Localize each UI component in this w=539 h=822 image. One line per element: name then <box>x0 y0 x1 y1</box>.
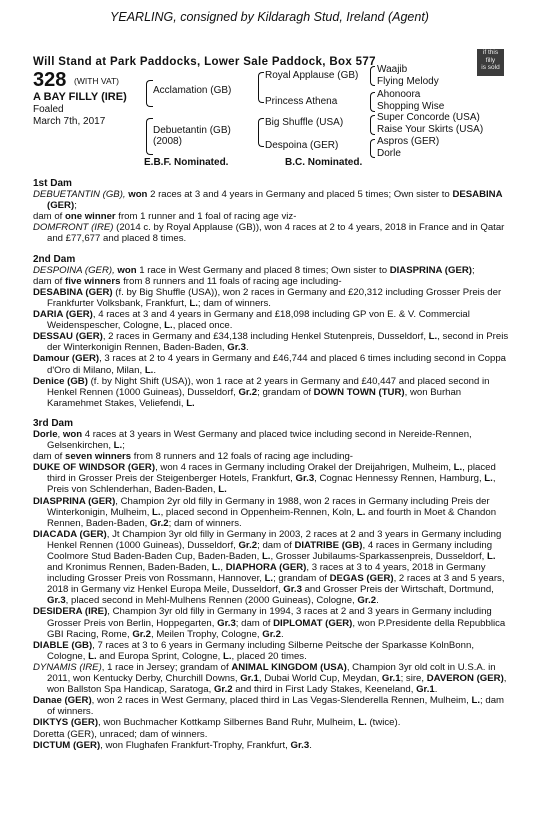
tag-line-3: is sold <box>481 64 500 71</box>
vat-label: (WITH VAT) <box>74 76 120 86</box>
record-text: ; <box>471 264 475 276</box>
record-text: DIKTYS (GER) <box>33 717 99 729</box>
ss-bracket <box>258 72 264 103</box>
record-text: DESABINA (GER) <box>47 189 503 212</box>
produce-record <box>33 695 513 717</box>
record-text: , Preis von Schlenderhan, Baden-Baden, <box>47 473 496 496</box>
record-text: one winner <box>65 211 116 223</box>
record-text: from 8 runners and 11 foals of racing age including- <box>120 275 342 287</box>
record-text: 2 races at 3 and 4 years in Germany and placed 5 times; Own sister to <box>147 189 453 201</box>
record-text: ; sire, <box>400 673 427 685</box>
record-text: . <box>376 595 379 607</box>
record-text: L. <box>88 650 97 662</box>
dss-bracket <box>370 115 375 135</box>
record-text: , placed second in Mehl-Mulhens Rennen (2000 Guineas), Cologne, <box>65 595 358 607</box>
sire-name: Acclamation (GB) <box>153 85 232 96</box>
sss-name: Waajib <box>377 64 408 75</box>
record-text: seven winners <box>65 451 132 463</box>
produce-record <box>33 529 513 607</box>
record-text: Danae (GER) <box>33 695 92 707</box>
record-text: DESSAU (GER) <box>33 331 103 343</box>
record-text: ; grandam of <box>257 386 314 398</box>
section-gap <box>33 245 513 254</box>
record-text: DIASPRINA (GER) <box>389 264 472 276</box>
record-text: (f. by Night Shift (USA)), won 1 race at 2 years in Germany and £40,447 and placed second in Henkel Rennen (1000 Guineas), Dusseldorf, <box>47 375 490 398</box>
record-text: Gr.3 <box>47 595 66 607</box>
produce-record <box>33 309 513 331</box>
record-text: DESABINA (GER) <box>33 286 113 298</box>
record-text: (twice). <box>366 717 401 729</box>
lot-number: 328 <box>33 69 67 91</box>
ddd-name: Dorle <box>377 148 401 159</box>
record-text: Gr.3 <box>283 584 302 596</box>
record-text: , placed once. <box>172 320 233 332</box>
record-text: L. <box>223 650 232 662</box>
record-text: ; dam of winners. <box>197 297 271 309</box>
sdd-name: Shopping Wise <box>377 101 445 112</box>
record-text: Gr.3 <box>227 342 246 354</box>
filly-sold-tag <box>477 49 504 76</box>
record-text: (f. by Big Shuffle (USA)), won 2 races in Germany and £20,312 including Grosser Preis der Frankfurter Volksbank, Frankfurt, <box>47 286 502 309</box>
record-text: 4 races at 3 years in West Germany and placed twice including second in Nereide-Rennen, Gelsenkirchen, <box>47 428 472 452</box>
sire-sire: Royal Applause (GB) <box>265 70 359 81</box>
record-text: Gr.3 <box>217 617 236 629</box>
record-text: ANIMAL KINGDOM (USA) <box>231 661 347 673</box>
dam-sire: Big Shuffle (USA) <box>265 117 344 128</box>
record-text: L. <box>186 397 195 409</box>
foaled-date: March 7th, 2017 <box>33 115 106 127</box>
record-text: and Kronimus Rennen, Baden-Baden, <box>47 562 212 574</box>
record-text: won <box>128 189 148 201</box>
record-text: DARIA (GER) <box>33 309 93 321</box>
record-text: dam of <box>33 451 65 463</box>
section-heading: 1st Dam <box>33 178 72 189</box>
produce-record <box>33 717 513 728</box>
sire-dam: Princess Athena <box>265 96 338 107</box>
dam-year: (2008) <box>153 136 182 147</box>
record-text: , Jt Champion 3yr old filly in Germany in 2003, 2 races at 2 and 3 years in Germany including Henkel Rennen (1000 Guineas), Dusseldorf, <box>47 528 502 551</box>
produce-record <box>33 662 513 695</box>
record-text: , 4 races at 3 and 4 years in Germany and £18,098 including GP von E. & V. Commercial Weidenspescher, Cologne, <box>47 309 470 332</box>
record-text: L. <box>152 506 161 518</box>
dss-name: Super Concorde (USA) <box>377 112 480 123</box>
record-text: DIATRIBE (GB) <box>294 539 363 551</box>
record-text: DIAPHORA (GER) <box>225 562 307 574</box>
stand-location: Will Stand at Park Paddocks, Lower Sale Paddock, Box 577 <box>33 56 376 68</box>
record-text: , Champion 3yr old filly in Germany in 1994, 3 races at 2 and 3 years in Germany including Grosser Preis von Berlin, Hoppegarten, <box>47 606 492 629</box>
record-text: DYNAMIS (IRE) <box>33 661 102 673</box>
produce-record <box>33 462 513 495</box>
foaling-info <box>33 104 105 127</box>
record-text: , Meilen Trophy, Cologne, <box>150 628 263 640</box>
record-text: Gr.2 <box>149 517 169 529</box>
dam-bracket <box>146 118 153 155</box>
record-text: Gr.2 <box>357 595 377 607</box>
record-text: DESPOINA (GER), <box>33 264 118 276</box>
record-text: ; dam of <box>235 617 274 629</box>
record-text: won <box>117 264 137 276</box>
record-text: , <box>57 428 63 440</box>
record-text: L. <box>144 364 154 376</box>
record-text: , placed second in Oppenheim-Rennen, Koln, <box>160 506 357 518</box>
produce-record <box>33 211 513 222</box>
sds-name: Ahonoora <box>377 89 421 100</box>
record-text: , 4 races in Germany including Coolmore Stud Baden-Baden Cup, Baden-Baden, <box>47 539 493 562</box>
record-text: ; dam of <box>257 539 295 551</box>
record-text: ; <box>74 200 77 212</box>
produce-record <box>33 222 513 244</box>
produce-record <box>33 265 513 276</box>
record-text: DUKE OF WINDSOR (GER) <box>33 462 156 474</box>
sire-bracket <box>146 80 153 107</box>
record-text: DIASPRINA (GER) <box>33 495 116 507</box>
section-heading: 3rd Dam <box>33 417 74 429</box>
dsd-name: Raise Your Skirts (USA) <box>377 124 484 135</box>
record-text: dam of <box>33 211 65 223</box>
record-text: DIPLOMAT (GER) <box>273 617 353 629</box>
record-text: , Champion 2yr old filly in Germany in 1988, won 2 races in Germany including Preis der Winterkonigin, Mulheim, <box>47 495 490 518</box>
record-text: L. <box>211 562 221 574</box>
record-text: , won Ballston Spa Handicap, Saratoga, <box>47 673 507 696</box>
record-text: and fourth in Moet & Chandon Rennen, Baden-Baden, <box>47 506 497 529</box>
record-text: , won 4 races in Germany including Orakel der Dreijahrigen, Mulheim, <box>155 462 454 474</box>
record-text: , 3 races at 3 to 4 years, 2018 in Germany including Grosser Preis von Rossmann, Hannover, <box>47 562 486 585</box>
record-text: L. <box>113 440 123 452</box>
record-text: , placed third in Grosser Preis der Steigenberger Hotels, Frankfurt, <box>47 462 496 485</box>
record-text: L. <box>358 717 367 729</box>
produce-record <box>33 276 513 287</box>
record-text: Dorle <box>33 428 58 440</box>
dam-produce-records <box>33 178 513 751</box>
dds-name: Aspros (GER) <box>377 136 440 147</box>
record-text: L. <box>261 551 271 562</box>
horse-title: A BAY FILLY (IRE) <box>33 91 127 103</box>
record-text: L. <box>356 506 366 518</box>
section-heading: 2nd Dam <box>33 253 76 265</box>
record-text: L. <box>264 573 274 585</box>
record-text: DOWN TOWN (TUR) <box>313 386 405 398</box>
record-text: Gr.2 <box>238 386 258 398</box>
produce-record <box>33 287 513 309</box>
dam-name: Debuetantin (GB) <box>153 125 231 136</box>
record-text: Gr.1 <box>240 673 259 685</box>
record-text: . <box>280 628 284 640</box>
record-text: L. <box>218 484 227 496</box>
record-text: DOMFRONT (IRE) <box>33 222 114 234</box>
record-text: , 7 races at 3 to 6 years in Germany including Silberne Peitsche der Sparkasse KolnBonn, Cologne, <box>47 639 474 662</box>
record-text: DIACADA (GER) <box>33 528 107 540</box>
record-text: ; <box>122 440 125 452</box>
record-text: L. <box>471 695 481 707</box>
record-text: , won 2 races in West Germany, placed third in Las Vegas-Slenderella Rennen, Mulheim, <box>91 695 472 707</box>
record-text: L. <box>428 331 438 343</box>
dds-bracket <box>370 139 375 158</box>
record-text: dam of <box>33 275 65 287</box>
record-text: , 2 races at 3 and 5 years, 2018 in Germany viz Henkel Europa Meile, Dusseldorf, <box>47 573 505 596</box>
record-text: from 8 runners and 12 foals of racing age including- <box>131 451 353 463</box>
record-text: . <box>309 739 312 751</box>
record-text: five winners <box>65 275 121 287</box>
record-text: DICTUM (GER) <box>33 739 101 751</box>
record-text: L. <box>486 551 496 562</box>
record-text: and Grosser Preis der Wirtschaft, Dortmund, <box>301 584 494 596</box>
record-text: and third in First Lady Stakes, Keeneland, <box>232 684 417 696</box>
record-text: L. <box>164 320 173 332</box>
record-text: ; grandam of <box>273 573 330 585</box>
record-text: , 3 races at 2 to 4 years in Germany and £46,744 and placed 6 times including second in Coppa d'Oro di Milano, Milan, <box>47 353 507 376</box>
record-text: . <box>434 684 438 696</box>
record-text: , placed 20 times. <box>231 650 307 662</box>
tag-line-2: filly <box>485 56 496 64</box>
catalogue-header: YEARLING, consigned by Kildaragh Stud, Ireland (Agent) <box>110 10 429 24</box>
record-text: , Cognac Hennessy Rennen, Hamburg, <box>314 473 485 485</box>
record-text: DAVERON (GER) <box>426 673 504 685</box>
record-text: , Champion 3yr old colt in U.S.A. in 2011, won Kentucky Derby, Churchill Downs, <box>47 661 496 685</box>
dam-dam: Despoina (GER) <box>265 140 339 151</box>
record-text: Gr.2 <box>262 628 281 640</box>
record-text: DESIDERA (IRE) <box>33 606 108 618</box>
record-text: L. <box>453 462 463 474</box>
record-text: and Europa Sprint, Cologne, <box>96 650 224 662</box>
record-text: . <box>245 342 249 354</box>
produce-record <box>33 429 513 451</box>
record-text: , won Burhan Karamehmet Stakes, Veliefendi, <box>47 386 462 409</box>
tag-line-1: if this <box>482 49 499 56</box>
produce-record <box>33 640 513 662</box>
record-text: , won P.Presidente della Repubblica GBI Racing, Rome, <box>47 617 506 640</box>
record-text: Damour (GER) <box>33 353 100 365</box>
record-text: Gr.3 <box>290 739 310 751</box>
record-text: ; dam of winners. <box>47 695 505 718</box>
produce-record <box>33 376 513 409</box>
record-text: Gr.2 <box>238 539 258 551</box>
ds-bracket <box>258 118 264 147</box>
record-text: DEBUETANTIN (GB), <box>33 189 129 201</box>
record-text: Gr.1 <box>416 684 435 696</box>
record-text: L. <box>189 297 198 309</box>
record-text: , Dubai World Cup, Meydan, <box>258 673 382 685</box>
record-text: , won Flughafen Frankfurt-Trophy, Frankfurt, <box>100 739 291 751</box>
produce-record <box>33 729 513 740</box>
record-text: , <box>220 562 226 574</box>
record-text: DEGAS (GER) <box>329 573 394 585</box>
record-text: Gr.3 <box>295 473 315 485</box>
record-text: won <box>62 428 83 440</box>
produce-record <box>33 353 513 375</box>
record-text: 1 race in West Germany and placed 8 times; Own sister to <box>136 264 390 276</box>
ssd-name: Flying Melody <box>377 76 439 87</box>
record-text: Denice (GB) <box>33 375 88 387</box>
produce-record <box>33 606 513 639</box>
record-text: , 1 race in Jersey; grandam of <box>101 661 232 673</box>
record-text: Doretta (GER), unraced; dam of winners. <box>33 728 208 740</box>
bc-nomination: B.C. Nominated. <box>285 157 363 168</box>
sss-bracket <box>370 66 375 86</box>
foaled-label: Foaled <box>33 104 64 115</box>
record-text: , Grosser Jubilaums-Sparkassenpreis, Dusseldorf, <box>270 551 487 562</box>
record-text: . <box>153 364 157 376</box>
record-text: ; dam of winners. <box>168 517 242 529</box>
section-gap <box>33 409 513 418</box>
record-text: , 2 races in Germany and £34,138 including Henkel Stutenpreis, Dusseldorf, <box>102 331 429 343</box>
record-text: L. <box>484 473 493 485</box>
record-text: from 1 runner and 1 foal of racing age viz- <box>115 211 297 223</box>
record-text: Gr.2 <box>132 628 151 640</box>
produce-record <box>33 496 513 529</box>
record-text: DIABLE (GB) <box>33 639 93 651</box>
ebf-nomination: E.B.F. Nominated. <box>144 157 229 168</box>
record-text: , won Buchmacher Kottkamp Silbernes Band Ruhr, Mulheim, <box>98 717 359 729</box>
record-text: , second in Preis der Winterkonigin Rennen, Baden-Baden, <box>47 331 509 354</box>
produce-record <box>33 189 513 211</box>
produce-record <box>33 740 513 751</box>
record-text: Gr.1 <box>381 673 401 685</box>
produce-record <box>33 451 513 462</box>
produce-record <box>33 331 513 353</box>
record-text: (2014 c. by Royal Applause (GB)), won 4 races at 2 to 4 years, 2018 in France and in Qatar and £77,677 and placed 8 times. <box>47 222 505 245</box>
sds-bracket <box>370 92 375 112</box>
record-text: Gr.2 <box>213 684 233 696</box>
